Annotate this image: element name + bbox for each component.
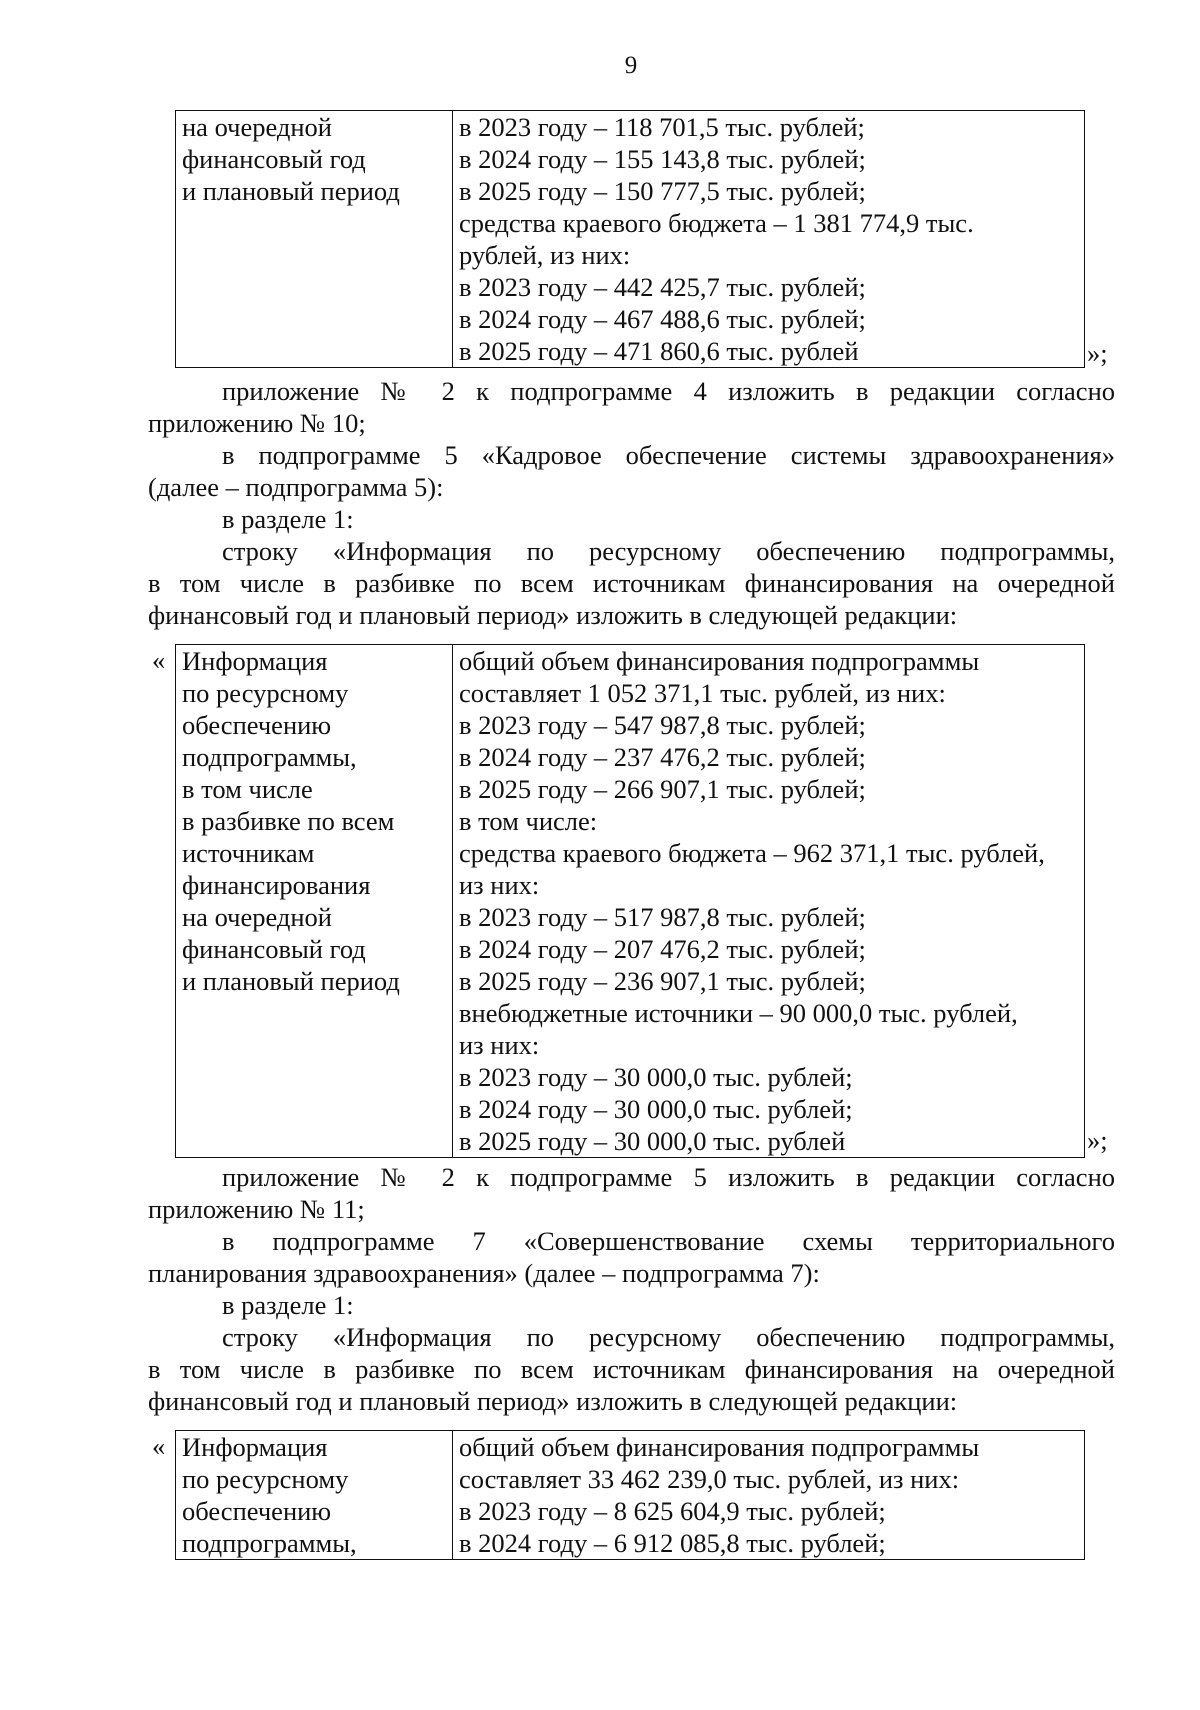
table-value-line: в 2024 году – 6 912 085,8 тыс. рублей; — [459, 1528, 886, 1558]
table-value-line: в 2023 году – 8 625 604,9 тыс. рублей; — [459, 1496, 886, 1526]
opening-quote-mark: « — [152, 645, 166, 675]
table-value-line: общий объем финансирования подпрограммы — [459, 1432, 980, 1462]
table-value-line: в 2023 году – 517 987,8 тыс. рублей; — [459, 902, 866, 932]
paragraph-line: приложение № 2 к подпрограмме 4 изложить в редакции согласно — [222, 376, 1115, 406]
paragraph-line: приложению № 11; — [148, 1194, 365, 1224]
table-value-line: в 2024 году – 237 476,2 тыс. рублей; — [459, 742, 866, 772]
table-value-line: рублей, из них: — [459, 240, 631, 270]
table-value-line: средства краевого бюджета – 1 381 774,9 тыс. — [459, 208, 974, 238]
table-label-line: обеспечению — [182, 710, 332, 740]
opening-quote-mark: « — [152, 1431, 166, 1461]
table-label-line: по ресурсному — [182, 1464, 349, 1494]
paragraph-line: финансовый год и плановый период» изложить в следующей редакции: — [148, 1386, 958, 1416]
paragraph-line: строку «Информация по ресурсному обеспечению подпрограммы, — [222, 536, 1115, 566]
paragraph-line: финансовый год и плановый период» изложить в следующей редакции: — [148, 600, 958, 630]
table-label-line: на очередной — [182, 112, 332, 142]
table-value-line: внебюджетные источники – 90 000,0 тыс. рублей, — [459, 998, 1018, 1028]
table-label-cell — [176, 111, 453, 368]
table-value-line: в 2024 году – 467 488,6 тыс. рублей; — [459, 304, 866, 334]
table-value-line: в 2023 году – 442 425,7 тыс. рублей; — [459, 272, 866, 302]
resource-table-2 — [175, 644, 1085, 1158]
table-value-cell — [453, 645, 1085, 1158]
table-value-line: в 2025 году – 30 000,0 тыс. рублей — [459, 1126, 846, 1156]
table-label-line: и плановый период — [182, 176, 400, 206]
table-label-line: Информация — [182, 646, 328, 676]
table-value-line: в том числе: — [459, 806, 598, 836]
paragraph-line: планирования здравоохранения» (далее – подпрограмма 7): — [148, 1258, 820, 1288]
paragraph-line: в разделе 1: — [222, 1290, 354, 1320]
table-label-line: финансовый год — [182, 144, 366, 174]
paragraph-line: в подпрограмме 7 «Совершенствование схемы территориального — [222, 1226, 1115, 1256]
paragraph-line: в подпрограмме 5 «Кадровое обеспечение системы здравоохранения» — [222, 440, 1115, 470]
paragraph-line: в разделе 1: — [222, 504, 354, 534]
paragraph-line: в том числе в разбивке по всем источникам финансирования на очередной — [148, 1354, 1115, 1384]
paragraph-line: приложению № 10; — [148, 408, 366, 438]
paragraph-line: (далее – подпрограмма 5): — [148, 472, 444, 502]
table-value-line: в 2023 году – 118 701,5 тыс. рублей; — [459, 112, 865, 142]
page-number: 9 — [624, 52, 638, 79]
table-value-line: в 2024 году – 30 000,0 тыс. рублей; — [459, 1094, 853, 1124]
table-value-line: в 2025 году – 266 907,1 тыс. рублей; — [459, 774, 866, 804]
table-label-line: подпрограммы, — [182, 742, 357, 772]
table-label-line: в том числе — [182, 774, 313, 804]
resource-table-3 — [175, 1430, 1085, 1560]
table-label-line: обеспечению — [182, 1496, 332, 1526]
resource-table-1 — [175, 110, 1085, 368]
table-label-line: по ресурсному — [182, 678, 349, 708]
table-value-line: из них: — [459, 870, 540, 900]
table-label-line: подпрограммы, — [182, 1528, 357, 1558]
table-label-line: Информация — [182, 1432, 328, 1462]
closing-quote-mark: »; — [1087, 1125, 1108, 1155]
paragraph-line: приложение № 2 к подпрограмме 5 изложить в редакции согласно — [222, 1162, 1115, 1192]
table-value-line: составляет 1 052 371,1 тыс. рублей, из них: — [459, 678, 946, 708]
table-value-line: из них: — [459, 1030, 540, 1060]
table-label-line: финансирования — [182, 870, 371, 900]
table-value-line: в 2023 году – 547 987,8 тыс. рублей; — [459, 710, 866, 740]
table-label-line: и плановый период — [182, 966, 400, 996]
table-label-line: в разбивке по всем — [182, 806, 395, 836]
table-value-line: общий объем финансирования подпрограммы — [459, 646, 980, 676]
table-value-line: составляет 33 462 239,0 тыс. рублей, из них: — [459, 1464, 960, 1494]
paragraph-line: строку «Информация по ресурсному обеспечению подпрограммы, — [222, 1322, 1115, 1352]
paragraph-line: в том числе в разбивке по всем источникам финансирования на очередной — [148, 568, 1115, 598]
table-label-line: финансовый год — [182, 934, 366, 964]
table-value-line: в 2025 году – 150 777,5 тыс. рублей; — [459, 176, 866, 206]
table-value-line: в 2025 году – 236 907,1 тыс. рублей; — [459, 966, 866, 996]
table-label-cell — [176, 1431, 453, 1560]
table-value-line: в 2025 году – 471 860,6 тыс. рублей — [459, 336, 859, 366]
table-label-line: на очередной — [182, 902, 332, 932]
table-label-cell — [176, 645, 453, 1158]
table-value-cell — [453, 1431, 1085, 1560]
table-value-line: в 2024 году – 155 143,8 тыс. рублей; — [459, 144, 866, 174]
table-value-line: в 2023 году – 30 000,0 тыс. рублей; — [459, 1062, 853, 1092]
table-value-cell — [453, 111, 1085, 368]
table-label-line: источникам — [182, 838, 315, 868]
table-value-line: средства краевого бюджета – 962 371,1 тыс. рублей, — [459, 838, 1045, 868]
table-value-line: в 2024 году – 207 476,2 тыс. рублей; — [459, 934, 866, 964]
closing-quote-mark: »; — [1087, 338, 1108, 368]
